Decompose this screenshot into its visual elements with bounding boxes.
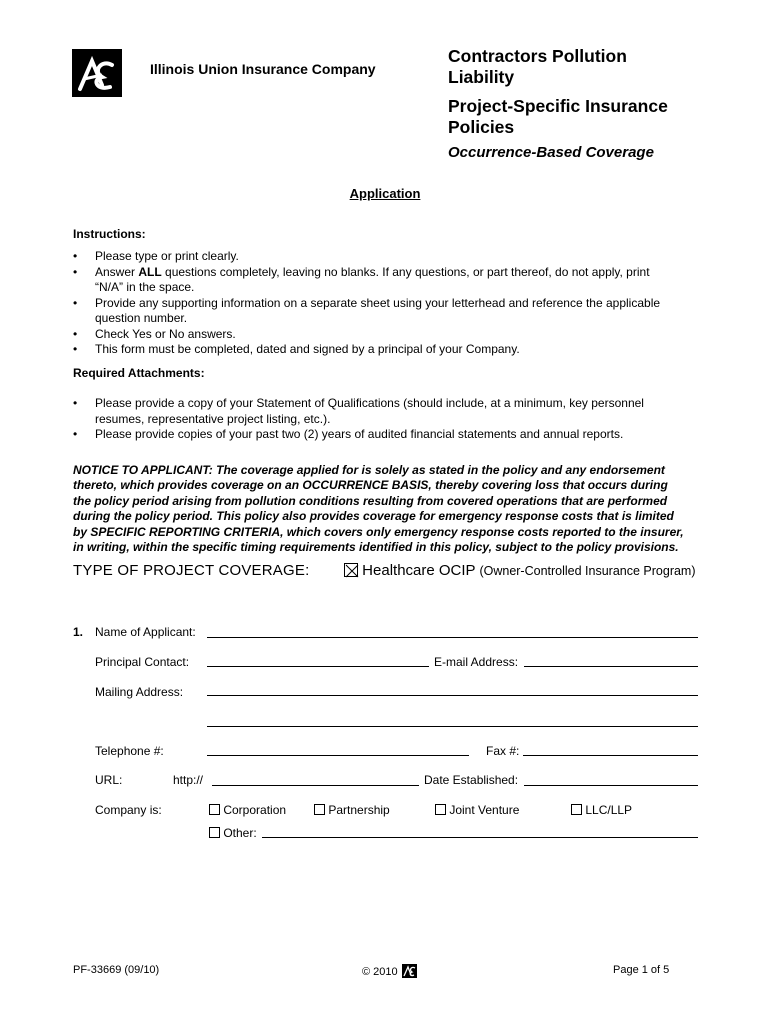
list-item: • Please provide a copy of your Statement of Qualifications (should include, at a minimum, key personnel resumes, representative project listing, etc.). [73,396,644,426]
instructions-list [73,249,713,358]
page-number: Page 1 of 5 [613,964,670,976]
other-option[interactable] [209,826,257,840]
list-item: • Answer ALL questions completely, leaving no blanks. If any questions, or part thereof, do not apply, print “N/A” in the space. [73,264,650,294]
healthcare-ocip-label: Healthcare OCIP [362,562,476,579]
title-line: Liability [448,67,515,87]
other-field[interactable] [262,837,698,838]
corporation-option[interactable] [209,803,286,817]
other-label: Other: [223,826,257,840]
list-item: • Please provide copies of your past two (2) years of audited financial statements and annual reports. [73,427,624,441]
coverage-subtitle: Occurrence-Based Coverage [448,144,654,161]
mailing-address-field[interactable] [207,695,698,696]
healthcare-ocip-option[interactable] [344,562,696,579]
email-label: E-mail Address: [434,655,519,669]
corporation-checkbox[interactable] [209,804,220,815]
list-item: • Check Yes or No answers. [73,326,236,341]
partnership-checkbox[interactable] [314,804,325,815]
ace-logo-small-icon [402,964,417,978]
date-established-label: Date Established: [424,773,519,787]
title-block [448,46,748,161]
form-number: PF-33669 (09/10) [73,964,160,976]
instructions-label: Instructions: [73,227,146,241]
attachments-label: Required Attachments: [73,366,205,380]
application-heading: Application [349,186,421,201]
principal-contact-field[interactable] [207,666,429,667]
email-field[interactable] [524,666,698,667]
llc-checkbox[interactable] [571,804,582,815]
title-line: Contractors Pollution [448,46,627,66]
checked-x-icon [345,564,359,578]
company-name: Illinois Union Insurance Company [150,61,376,77]
date-established-field[interactable] [524,785,698,786]
url-label: URL: [95,773,123,787]
telephone-label: Telephone #: [95,744,164,758]
joint-venture-option[interactable] [435,803,519,817]
telephone-field[interactable] [207,755,469,756]
notice-to-applicant: NOTICE TO APPLICANT: The coverage applied for is solely as stated in the policy and any endorsement thereto, which provides coverage on an OCCURRENCE BASIS, thereby covering loss that occurs during the policy period arising from pollution conditions resulting from covered operations that are performed during the policy period. This policy also provides coverage for emergency response costs that is limited by SPECIFIC REPORTING CRITERIA, which covers only emergency response costs reported to the insurer, in writing, within the specific timing requirements identified in this policy, subject to the policy provisions. [73,463,684,555]
list-item: • Provide any supporting information on a separate sheet using your letterhead and reference the applicable question number. [73,295,661,325]
ocip-detail: (Owner-Controlled Insurance Program) [479,564,696,578]
partnership-option[interactable] [314,803,390,817]
fax-field[interactable] [523,755,698,756]
fax-label: Fax #: [486,744,520,758]
title-line: Policies [448,117,515,137]
healthcare-ocip-checkbox[interactable] [344,563,358,577]
llc-label: LLC/LLP [585,803,633,817]
joint-venture-label: Joint Venture [449,803,520,817]
title-line: Project-Specific Insurance [448,96,668,116]
copyright-text: © 2010 [362,966,398,978]
llc-option[interactable] [571,803,632,817]
ace-logo-icon [72,49,122,97]
partnership-label: Partnership [328,803,390,817]
mailing-address-field-2[interactable] [207,726,698,727]
url-field[interactable] [212,785,419,786]
other-checkbox[interactable] [209,827,220,838]
mailing-address-label: Mailing Address: [95,685,184,699]
company-is-label: Company is: [95,803,162,817]
project-coverage-label: TYPE OF PROJECT COVERAGE: [73,562,310,579]
copyright [362,964,417,978]
list-item: • This form must be completed, dated and signed by a principal of your Company. [73,342,520,356]
attachments-list [73,396,713,443]
question-number: 1. [73,625,84,639]
name-of-applicant-field[interactable] [207,637,698,638]
joint-venture-checkbox[interactable] [435,804,446,815]
list-item: • Please type or print clearly. [73,249,239,263]
principal-contact-label: Principal Contact: [95,655,190,669]
name-of-applicant-label: Name of Applicant: [95,625,196,639]
url-prefix: http:// [173,773,204,787]
corporation-label: Corporation [223,803,287,817]
